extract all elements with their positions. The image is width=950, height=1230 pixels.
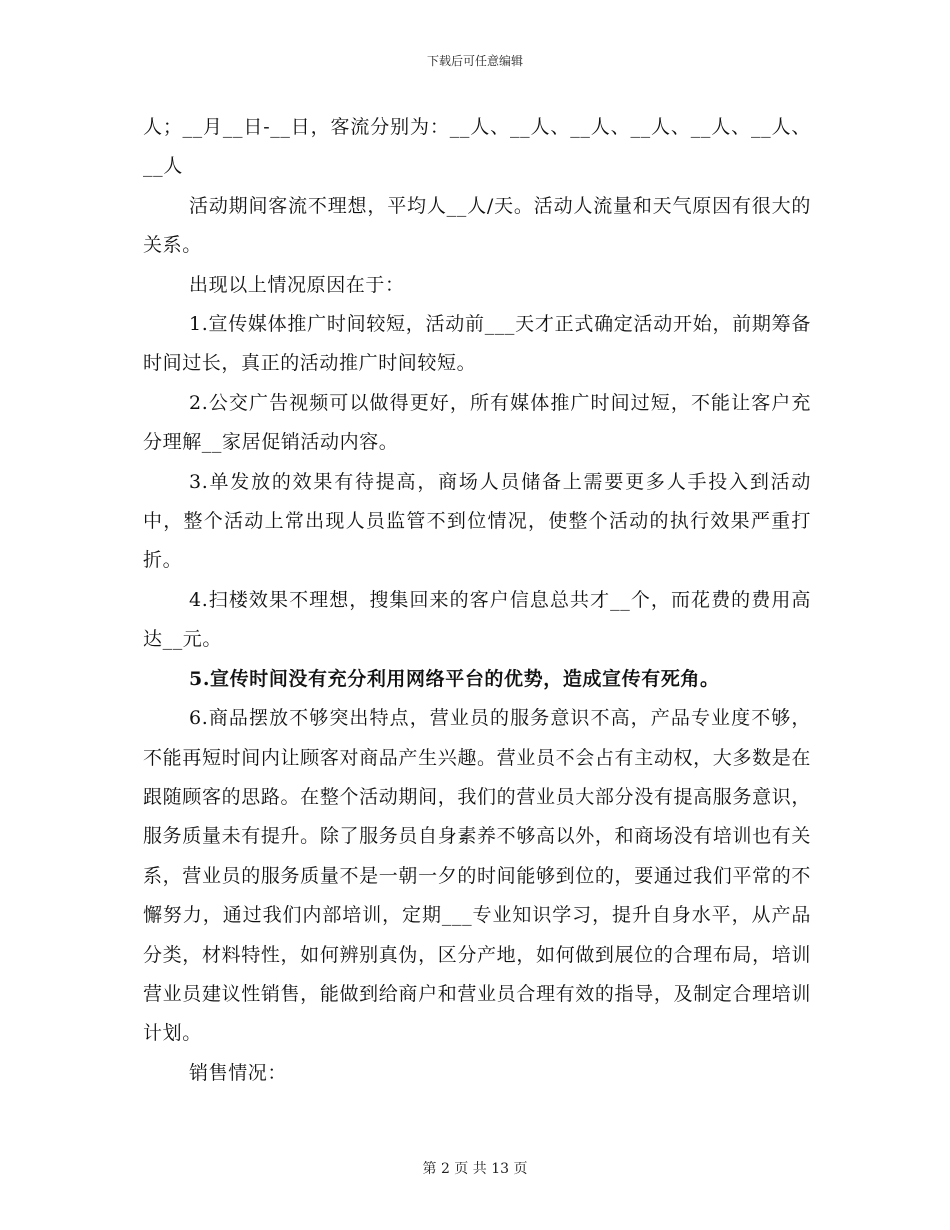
paragraph-7: 4.扫楼效果不理想，搜集回来的客户信息总共才__个，而花费的费用高达__元。 <box>143 588 811 651</box>
paragraph-8: 5.宣传时间没有充分利用网络平台的优势，造成宣传有死角。 <box>189 667 720 690</box>
paragraph-1: 人；__月__日-__日，客流分别为：__人、__人、__人、__人、__人、__人、__人 <box>143 116 811 178</box>
document-body <box>143 108 811 1093</box>
paragraph-2: 活动期间客流不理想，平均人__人/天。活动人流量和天气原因有很大的关系。 <box>143 194 811 257</box>
paragraph-3: 出现以上情况原因在于： <box>189 273 405 296</box>
paragraph-6: 3.单发放的效果有待提高，商场人员储备上需要更多人手投入到活动中，整个活动上常出现人员监管不到位情况，使整个活动的执行效果严重打折。 <box>143 470 811 572</box>
paragraph-5: 2.公交广告视频可以做得更好，所有媒体推广时间过短，不能让客户充分理解__家居促销活动内容。 <box>143 391 811 454</box>
page-header: 下载后可任意编辑 <box>426 54 523 68</box>
page-footer: 第 2 页 共 13 页 <box>422 1161 528 1177</box>
paragraph-4: 1.宣传媒体推广时间较短，活动前___天才正式确定活动开始，前期筹备时间过长，真正的活动推广时间较短。 <box>143 313 811 375</box>
paragraph-10: 销售情况： <box>189 1061 288 1084</box>
paragraph-9: 6.商品摆放不够突出特点，营业员的服务意识不高，产品专业度不够，不能再短时间内让顾客对商品产生兴趣。营业员不会占有主动权，大多数是在跟随顾客的思路。在整个活动期间，我们的营业员大部分没有提高服务意识，服务质量未有提升。除了服务员自身素养不够高以外，和商场没有培训也有关系，营业员的服务质量不是一朝一夕的时间能够到位的，要通过我们平常的不懈努力，通过我们内部培训，定期___专业知识学习，提升自身水平，从产品分类，材料特性，如何辨别真伪，区分产地，如何做到展位的合理布局，培训营业员建议性销售，能做到给商户和营业员合理有效的指导，及制定合理培训计划。 <box>143 707 811 1045</box>
